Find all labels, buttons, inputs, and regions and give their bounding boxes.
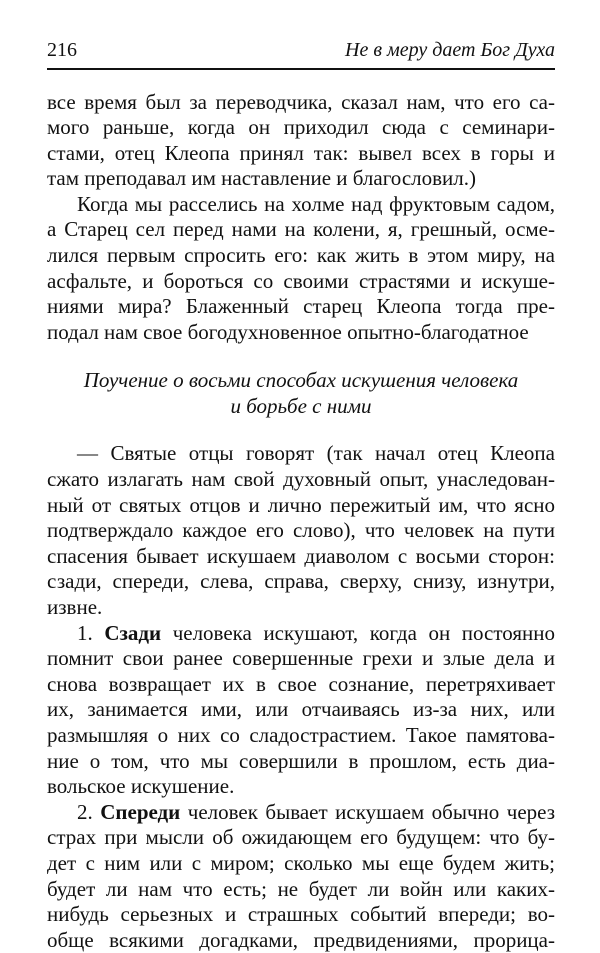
text-line: ный от святых отцов и лично пережитый им, что ясно xyxy=(47,492,555,517)
text-line: их, занимается ими, или отчаиваясь из-за них, или xyxy=(47,697,555,722)
text-line: страх при мысли об ожидающем его будущем: что бу- xyxy=(47,825,555,850)
text-line: извне. xyxy=(47,595,103,619)
text-line: стами, отец Клеопа принял так: вывел всех в горы и xyxy=(47,140,555,165)
item-keyword: Спереди xyxy=(100,799,181,824)
text-line: там преподавал им наставление и благословил.) xyxy=(47,166,477,191)
header-rule xyxy=(47,68,555,70)
text-line: мого раньше, когда он приходил сюда с семинари- xyxy=(47,115,555,140)
section-title-line: и борьбе с ними xyxy=(230,394,372,419)
text-line: вольское искушение. xyxy=(47,774,235,799)
text-line: обще всякими догадками, предвидениями, прорица- xyxy=(47,927,555,952)
text-line: ние о том, что мы совершили в прошлом, есть диа- xyxy=(47,748,555,773)
paragraph-item-1 xyxy=(47,621,555,800)
text-line: — Святые отцы говорят (так начал отец Клеопа xyxy=(77,441,555,466)
text-line: помнит свои ранее совершенные грехи и злые дела и xyxy=(47,646,555,671)
text-line: нибудь серьезных и страшных событий впереди; во- xyxy=(47,902,555,927)
text-line xyxy=(47,621,555,647)
text-line: подтверждало каждое его слово), что человек на пути xyxy=(47,518,555,543)
text-line: ниями мира? Блаженный старец Клеопа тогда пре- xyxy=(47,294,555,319)
item-keyword: Сзади xyxy=(104,620,162,645)
text-line: спасения бывает искушаем диаволом с восьми сторон: xyxy=(47,543,555,568)
paragraph-question xyxy=(47,192,555,346)
text-line: подал нам свое богодухновенное опытно-благодатное xyxy=(47,319,529,344)
paragraph-continuation xyxy=(47,90,555,192)
text-line: снова возвращает их в свое сознание, перетряхивает xyxy=(47,671,555,696)
text-line: все время был за переводчика, сказал нам, что его са- xyxy=(47,89,555,114)
book-page xyxy=(47,38,555,953)
text-line: лился первым спросить его: как жить в этом миру, на xyxy=(47,243,555,268)
paragraph-intro xyxy=(47,441,555,620)
page-number: 216 xyxy=(47,39,77,61)
item-number: 1. xyxy=(77,620,93,645)
paragraph-item-2 xyxy=(47,800,555,953)
text-line: сжато излагать нам свой духовный опыт, унаследован- xyxy=(47,467,555,492)
item-first-line-rest: человека искушают, когда он постоянно xyxy=(161,620,556,645)
text-line: а Старец сел перед нами на колени, я, грешный, осме- xyxy=(47,217,555,242)
item-first-line-rest: человек бывает искушаем обычно через xyxy=(180,799,556,824)
text-line xyxy=(47,800,555,826)
text-line: дет с ним или с миром; сколько мы еще будем жить; xyxy=(47,850,555,875)
text-line: Когда мы расселись на холме над фруктовым садом, xyxy=(77,191,555,216)
text-line: асфальте, и бороться со своими страстями и искуше- xyxy=(47,268,555,293)
section-title-line: Поучение о восьми способах искушения человека xyxy=(83,368,519,393)
page-header xyxy=(47,38,555,62)
text-line: размышляя о них со сладострастием. Такое памятова- xyxy=(47,722,555,747)
section-title xyxy=(47,367,555,419)
text-line: сзади, спереди, слева, справа, сверху, снизу, изнутри, xyxy=(47,569,555,594)
text-line: будет ли нам что есть; не будет ли войн или каких- xyxy=(47,876,555,901)
running-title: Не в меру дает Бог Духа xyxy=(345,39,555,61)
item-number: 2. xyxy=(77,799,93,824)
